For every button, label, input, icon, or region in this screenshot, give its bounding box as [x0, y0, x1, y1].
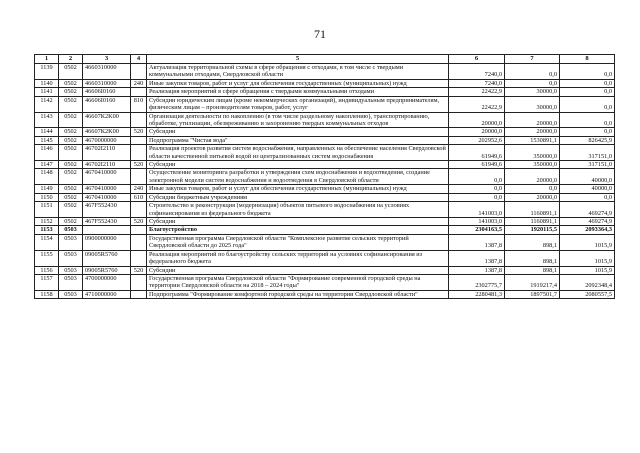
header-cell: 4 [131, 55, 147, 64]
section-code-cell: 0503 [59, 266, 83, 274]
amount-year2-cell: 350000,0 [505, 161, 560, 169]
table-row [35, 234, 615, 250]
row-number-cell: 1145 [35, 136, 59, 144]
row-number-cell: 1146 [35, 145, 59, 161]
amount-year1-cell: 61949,6 [449, 161, 505, 169]
target-code-cell: 4700000000 [83, 274, 131, 290]
target-code-cell: 467F552430 [83, 218, 131, 226]
item-name-cell: Субсидии [147, 218, 449, 226]
expense-type-cell [131, 88, 147, 96]
amount-year1-cell: 7240,0 [449, 64, 505, 80]
item-name-cell: Государственная программа Свердловской области "Комплексное развитие сельских территорий Свердловской области до 2025 года" [147, 234, 449, 250]
row-number-cell: 1154 [35, 234, 59, 250]
target-code-cell: 0900000000 [83, 234, 131, 250]
amount-year3-cell: 0,0 [560, 112, 615, 128]
section-code-cell: 0503 [59, 226, 83, 234]
table-row [35, 185, 615, 193]
target-code-cell: 46607К2K00 [83, 112, 131, 128]
expense-type-cell: 810 [131, 96, 147, 112]
amount-year2-cell: 350000,0 [505, 145, 560, 161]
section-code-cell: 0502 [59, 218, 83, 226]
amount-year1-cell: 1387,8 [449, 234, 505, 250]
amount-year1-cell: 22422,9 [449, 88, 505, 96]
amount-year2-cell: 20000,0 [505, 169, 560, 185]
amount-year3-cell: 826425,9 [560, 136, 615, 144]
expense-type-cell [131, 290, 147, 298]
expense-type-cell [131, 64, 147, 80]
amount-year3-cell: 0,0 [560, 64, 615, 80]
expense-type-cell [131, 169, 147, 185]
amount-year3-cell: 1015,9 [560, 266, 615, 274]
row-number-cell: 1140 [35, 79, 59, 87]
target-code-cell: 4670410000 [83, 185, 131, 193]
header-cell: 3 [83, 55, 131, 64]
expense-type-cell [131, 234, 147, 250]
amount-year3-cell: 469274,9 [560, 218, 615, 226]
amount-year2-cell: 30000,0 [505, 88, 560, 96]
item-name-cell: Субсидии [147, 266, 449, 274]
expense-type-cell [131, 145, 147, 161]
section-code-cell: 0502 [59, 128, 83, 136]
section-code-cell: 0502 [59, 64, 83, 80]
section-code-cell: 0502 [59, 88, 83, 96]
expense-type-cell [131, 250, 147, 266]
amount-year3-cell: 2080557,5 [560, 290, 615, 298]
row-number-cell: 1157 [35, 274, 59, 290]
table-row [35, 145, 615, 161]
row-number-cell: 1155 [35, 250, 59, 266]
target-code-cell: 09005R5760 [83, 250, 131, 266]
amount-year1-cell: 61949,6 [449, 145, 505, 161]
header-cell: 2 [59, 55, 83, 64]
amount-year1-cell: 0,0 [449, 193, 505, 201]
section-code-cell: 0502 [59, 136, 83, 144]
amount-year3-cell: 1015,9 [560, 250, 615, 266]
budget-table-container [34, 54, 614, 299]
table-row [35, 112, 615, 128]
item-name-cell: Реализация мероприятий по благоустройству сельских территорий на условиях софинансирования из федерального бюджета [147, 250, 449, 266]
amount-year3-cell: 2092348,4 [560, 274, 615, 290]
item-name-cell: Осуществление мониторинга разработки и утверждения схем водоснабжения и водоотведения, создание электронной модели систем водоснабжения и водоотведения в Свердловской области [147, 169, 449, 185]
item-name-cell: Иные закупки товаров, работ и услуг для обеспечения государственных (муниципальных) нужд [147, 79, 449, 87]
target-code-cell: 4710000000 [83, 290, 131, 298]
row-number-cell: 1147 [35, 161, 59, 169]
header-cell: 8 [560, 55, 615, 64]
target-code-cell: 4670000000 [83, 136, 131, 144]
amount-year1-cell: 0,0 [449, 169, 505, 185]
header-cell: 6 [449, 55, 505, 64]
target-code-cell: 4660310000 [83, 64, 131, 80]
section-code-cell: 0502 [59, 161, 83, 169]
amount-year3-cell: 0,0 [560, 96, 615, 112]
page-number: 71 [314, 27, 326, 41]
row-number-cell: 1144 [35, 128, 59, 136]
amount-year1-cell: 2304163,5 [449, 226, 505, 234]
target-code-cell: 46607К2K00 [83, 128, 131, 136]
target-code-cell: 467F552430 [83, 202, 131, 218]
amount-year1-cell: 0,0 [449, 185, 505, 193]
expense-type-cell [131, 136, 147, 144]
amount-year3-cell: 40000,0 [560, 185, 615, 193]
amount-year1-cell: 141003,0 [449, 202, 505, 218]
amount-year1-cell: 141003,0 [449, 218, 505, 226]
expense-type-cell [131, 226, 147, 234]
item-name-cell: Иные закупки товаров, работ и услуг для обеспечения государственных (муниципальных) нужд [147, 185, 449, 193]
item-name-cell: Организация деятельности по накоплению (в том числе раздельному накоплению), транспортированию, обработке, утилизации, обезвреживанию и захоронению твердых коммунальных отходов [147, 112, 449, 128]
expense-type-cell: 240 [131, 79, 147, 87]
item-name-cell: Реализация мероприятий в сфере обращения с твердыми коммунальными отходами [147, 88, 449, 96]
row-number-cell: 1150 [35, 193, 59, 201]
expense-type-cell [131, 202, 147, 218]
amount-year1-cell: 20000,0 [449, 128, 505, 136]
amount-year1-cell: 202952,6 [449, 136, 505, 144]
item-name-cell: Субсидии юридическим лицам (кроме некоммерческих организаций), индивидуальным предпринимателям, физическим лицам – производителям товаров, работ, услуг [147, 96, 449, 112]
row-number-cell: 1158 [35, 290, 59, 298]
table-row [35, 250, 615, 266]
section-code-cell: 0502 [59, 202, 83, 218]
amount-year2-cell: 0,0 [505, 64, 560, 80]
table-row [35, 161, 615, 169]
expense-type-cell: 520 [131, 266, 147, 274]
table-row [35, 88, 615, 96]
item-name-cell: Подпрограмма "Чистая вода" [147, 136, 449, 144]
section-code-cell: 0502 [59, 96, 83, 112]
table-row [35, 266, 615, 274]
amount-year2-cell: 30000,0 [505, 96, 560, 112]
item-name-cell: Строительство и реконструкция (модернизация) объектов питьевого водоснабжения на условиях софинансирования из федерального бюджета [147, 202, 449, 218]
expense-type-cell: 520 [131, 161, 147, 169]
target-code-cell: 09005R5760 [83, 266, 131, 274]
amount-year1-cell: 2280481,3 [449, 290, 505, 298]
item-name-cell: Реализация проектов развития систем водоснабжения, направленных на обеспечение населения Свердловской области качественной питьевой водой из централизованных систем водоснабжения [147, 145, 449, 161]
amount-year2-cell: 20000,0 [505, 193, 560, 201]
amount-year3-cell: 2093364,3 [560, 226, 615, 234]
table-row [35, 193, 615, 201]
amount-year2-cell: 0,0 [505, 185, 560, 193]
amount-year1-cell: 22422,9 [449, 96, 505, 112]
target-code-cell: 46702I2110 [83, 145, 131, 161]
row-number-cell: 1151 [35, 202, 59, 218]
amount-year1-cell: 1387,8 [449, 266, 505, 274]
expense-type-cell [131, 112, 147, 128]
section-code-cell: 0502 [59, 169, 83, 185]
row-number-cell: 1153 [35, 226, 59, 234]
table-row [35, 202, 615, 218]
target-code-cell [83, 226, 131, 234]
item-name-cell: Субсидии бюджетным учреждениям [147, 193, 449, 201]
table-row [35, 290, 615, 298]
table-row [35, 64, 615, 80]
target-code-cell: 4670410000 [83, 193, 131, 201]
amount-year2-cell: 1919217,4 [505, 274, 560, 290]
amount-year2-cell: 1920115,5 [505, 226, 560, 234]
table-row [35, 274, 615, 290]
amount-year1-cell: 2302775,7 [449, 274, 505, 290]
amount-year3-cell: 469274,9 [560, 202, 615, 218]
table-row [35, 226, 615, 234]
target-code-cell: 46606I0160 [83, 96, 131, 112]
target-code-cell: 4670410000 [83, 169, 131, 185]
item-name-cell: Актуализация территориальной схемы в сфере обращения с отходами, в том числе с твердыми коммунальными отходами, Свердловской области [147, 64, 449, 80]
amount-year2-cell: 0,0 [505, 79, 560, 87]
section-code-cell: 0503 [59, 274, 83, 290]
amount-year2-cell: 20000,0 [505, 128, 560, 136]
amount-year2-cell: 898,1 [505, 234, 560, 250]
section-code-cell: 0502 [59, 193, 83, 201]
amount-year2-cell: 20000,0 [505, 112, 560, 128]
item-name-cell: Государственная программа Свердловской области "Формирование современной городской среды на территории Свердловской области на 2018 – 2024 годы" [147, 274, 449, 290]
section-code-cell: 0503 [59, 250, 83, 266]
item-name-cell: Субсидии [147, 128, 449, 136]
section-code-cell: 0502 [59, 112, 83, 128]
row-number-cell: 1143 [35, 112, 59, 128]
row-number-cell: 1141 [35, 88, 59, 96]
item-name-cell: Благоустройство [147, 226, 449, 234]
section-code-cell: 0502 [59, 185, 83, 193]
amount-year3-cell: 0,0 [560, 79, 615, 87]
section-code-cell: 0502 [59, 79, 83, 87]
table-row [35, 218, 615, 226]
section-code-cell: 0502 [59, 145, 83, 161]
table-row [35, 128, 615, 136]
table-body [35, 64, 615, 299]
amount-year1-cell: 7240,0 [449, 79, 505, 87]
row-number-cell: 1142 [35, 96, 59, 112]
expense-type-cell: 520 [131, 218, 147, 226]
amount-year3-cell: 317151,0 [560, 161, 615, 169]
amount-year3-cell: 1015,9 [560, 234, 615, 250]
item-name-cell: Подпрограмма "Формирование комфортной городской среды на территории Свердловской области" [147, 290, 449, 298]
expense-type-cell: 240 [131, 185, 147, 193]
table-row [35, 96, 615, 112]
row-number-cell: 1156 [35, 266, 59, 274]
table-row [35, 169, 615, 185]
target-code-cell: 46606I0160 [83, 88, 131, 96]
amount-year1-cell: 20000,0 [449, 112, 505, 128]
row-number-cell: 1148 [35, 169, 59, 185]
amount-year2-cell: 1530891,1 [505, 136, 560, 144]
amount-year3-cell: 0,0 [560, 128, 615, 136]
row-number-cell: 1149 [35, 185, 59, 193]
target-code-cell: 46702I2110 [83, 161, 131, 169]
row-number-cell: 1152 [35, 218, 59, 226]
amount-year3-cell: 40000,0 [560, 169, 615, 185]
table-row [35, 79, 615, 87]
table-row [35, 136, 615, 144]
budget-table [34, 54, 615, 299]
amount-year3-cell: 0,0 [560, 193, 615, 201]
expense-type-cell: 610 [131, 193, 147, 201]
section-code-cell: 0503 [59, 290, 83, 298]
amount-year2-cell: 898,1 [505, 266, 560, 274]
expense-type-cell [131, 274, 147, 290]
amount-year3-cell: 317151,0 [560, 145, 615, 161]
header-cell: 1 [35, 55, 59, 64]
amount-year1-cell: 1387,8 [449, 250, 505, 266]
amount-year2-cell: 1897501,7 [505, 290, 560, 298]
expense-type-cell: 520 [131, 128, 147, 136]
amount-year2-cell: 898,1 [505, 250, 560, 266]
header-cell: 7 [505, 55, 560, 64]
amount-year3-cell: 0,0 [560, 88, 615, 96]
target-code-cell: 4660310000 [83, 79, 131, 87]
header-row [35, 55, 615, 64]
header-cell: 5 [147, 55, 449, 64]
amount-year2-cell: 1160891,1 [505, 218, 560, 226]
amount-year2-cell: 1160891,1 [505, 202, 560, 218]
section-code-cell: 0503 [59, 234, 83, 250]
row-number-cell: 1139 [35, 64, 59, 80]
item-name-cell: Субсидии [147, 161, 449, 169]
